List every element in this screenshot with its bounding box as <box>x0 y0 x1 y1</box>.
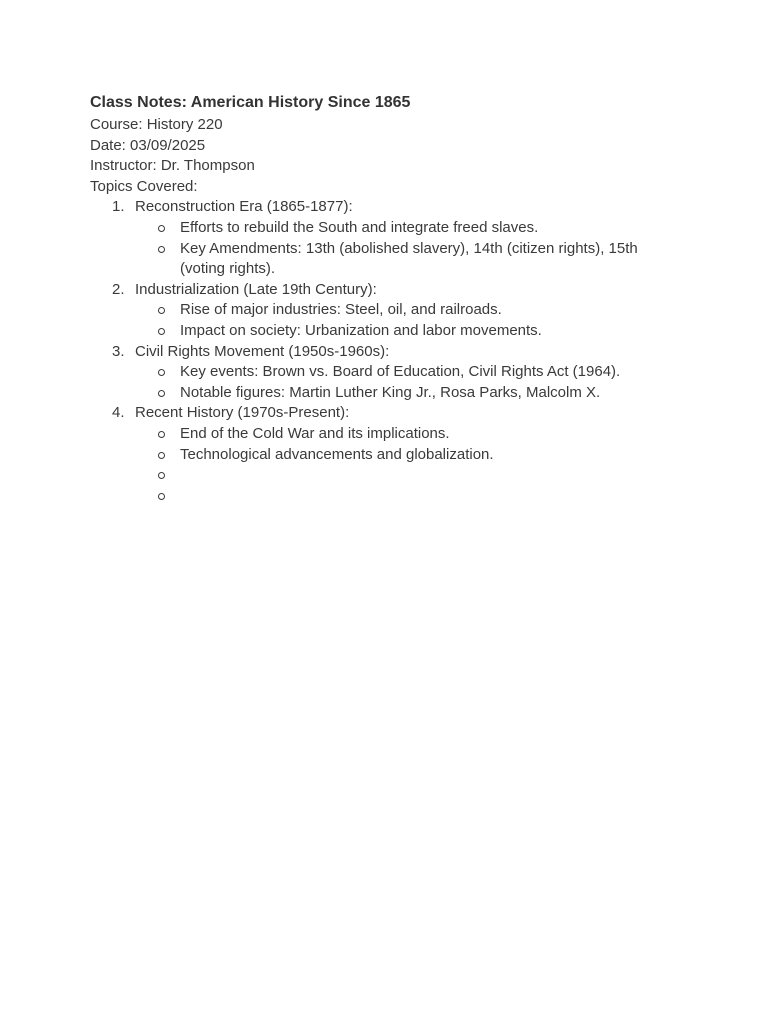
date-line: Date: 03/09/2025 <box>90 136 206 154</box>
subtopic-list <box>135 362 690 403</box>
hollow-circle-bullet-icon <box>158 369 165 376</box>
topic-item <box>90 342 690 404</box>
subtopic-item <box>135 383 640 404</box>
topic-number: 2. <box>112 280 125 298</box>
topic-item <box>90 280 690 342</box>
hollow-circle-bullet-icon <box>158 328 165 335</box>
topic-title: Civil Rights Movement (1950s-1960s): <box>135 342 390 360</box>
subtopic-item-empty <box>135 486 640 507</box>
document-title: Class Notes: American History Since 1865 <box>90 94 411 111</box>
subtopic-text: End of the Cold War and its implications. <box>180 424 450 442</box>
subtopic-item <box>135 218 640 239</box>
course-line: Course: History 220 <box>90 116 223 133</box>
hollow-circle-bullet-icon <box>158 472 165 479</box>
subtopic-text: Notable figures: Martin Luther King Jr., Rosa Parks, Malcolm X. <box>180 383 601 401</box>
subtopic-list <box>135 300 690 341</box>
subtopic-list <box>135 218 690 280</box>
subtopic-text: Efforts to rebuild the South and integrate freed slaves. <box>180 218 539 236</box>
hollow-circle-bullet-icon <box>158 225 165 232</box>
instructor-line: Instructor: Dr. Thompson <box>90 157 255 175</box>
hollow-circle-bullet-icon <box>158 246 165 253</box>
subtopic-text: Technological advancements and globalization. <box>180 445 494 463</box>
subtopic-item <box>135 424 640 445</box>
subtopic-item <box>135 445 640 466</box>
topics-heading: Topics Covered: <box>90 177 198 195</box>
subtopic-text: Impact on society: Urbanization and labor movements. <box>180 321 542 339</box>
subtopic-item <box>135 362 640 383</box>
subtopic-item <box>135 239 640 280</box>
subtopic-item-empty <box>135 465 640 486</box>
hollow-circle-bullet-icon <box>158 307 165 314</box>
topic-title: Reconstruction Era (1865-1877): <box>135 198 353 216</box>
topic-item <box>90 197 690 279</box>
subtopic-text: Key events: Brown vs. Board of Education, Civil Rights Act (1964). <box>180 363 621 381</box>
topic-number: 1. <box>112 198 125 216</box>
hollow-circle-bullet-icon <box>158 431 165 438</box>
topic-title: Recent History (1970s-Present): <box>135 404 350 422</box>
topic-number: 4. <box>112 404 125 422</box>
topic-item <box>90 403 690 506</box>
hollow-circle-bullet-icon <box>158 390 165 397</box>
topics-list <box>90 197 690 506</box>
topic-title: Industrialization (Late 19th Century): <box>135 280 377 298</box>
hollow-circle-bullet-icon <box>158 452 165 459</box>
subtopic-text: Key Amendments: 13th (abolished slavery), 14th (citizen rights), 15th (voting rights). <box>180 239 638 278</box>
subtopic-list <box>135 424 690 506</box>
document-page <box>90 92 690 506</box>
hollow-circle-bullet-icon <box>158 493 165 500</box>
subtopic-item <box>135 321 640 342</box>
subtopic-item <box>135 300 640 321</box>
topic-number: 3. <box>112 342 125 360</box>
subtopic-text: Rise of major industries: Steel, oil, and railroads. <box>180 301 502 319</box>
